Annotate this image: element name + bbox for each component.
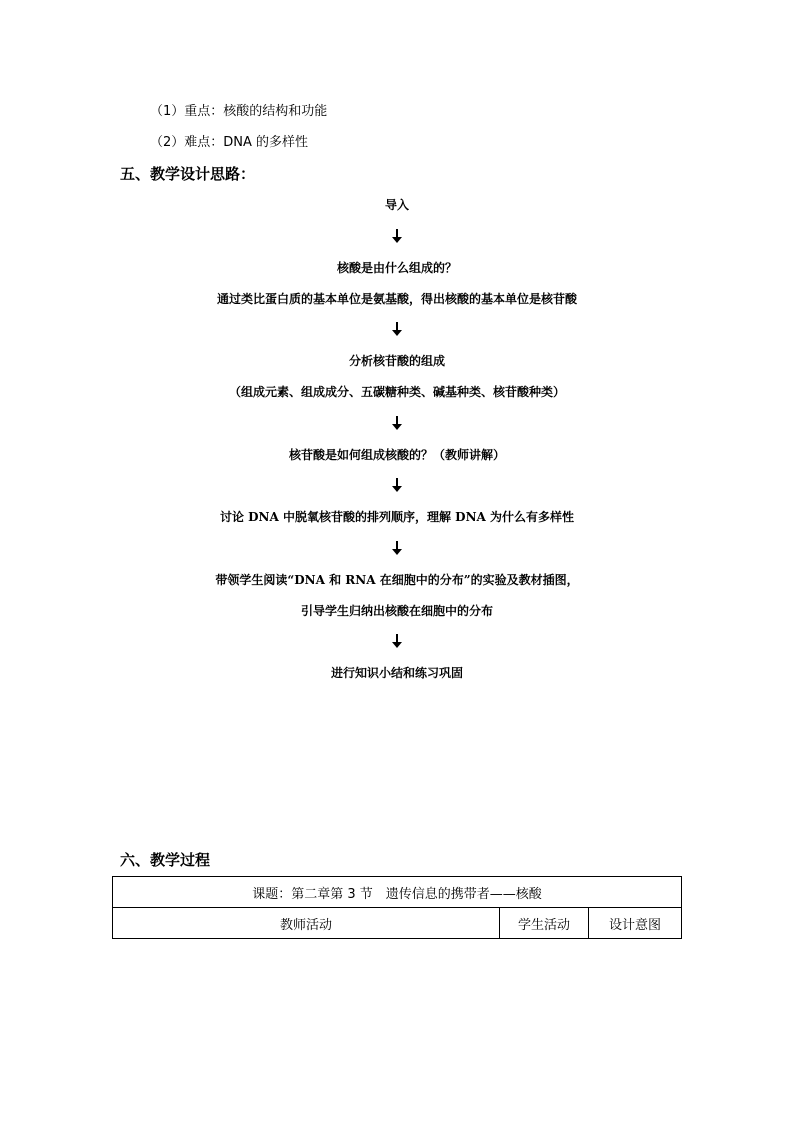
header-teacher-activity: 教师活动 [113, 908, 500, 939]
flow-step-compose: 核苷酸是如何组成核酸的？（教师讲解） [288, 448, 505, 462]
table-header-row [113, 908, 682, 939]
header-student-activity: 学生活动 [500, 908, 589, 939]
flow-step-summary: 进行知识小结和练习巩固 [330, 666, 463, 680]
course-table [112, 876, 682, 939]
table-title: 课题：第二章第 3 节 遗传信息的携带者——核酸 [113, 877, 682, 908]
flow-step-discuss: 讨论 DNA 中脱氧核苷酸的排列顺序，理解 DNA 为什么有多样性 [219, 510, 575, 524]
down-arrow-icon [391, 322, 403, 336]
table-title-row [113, 877, 682, 908]
down-arrow-icon [391, 634, 403, 648]
down-arrow-icon [391, 416, 403, 430]
header-design-intent: 设计意图 [589, 908, 682, 939]
flow-step-reading: 带领学生阅读“DNA 和 RNA 在细胞中的分布”的实验及教材插图， [215, 573, 579, 587]
section-5-heading: 五、教学设计思路： [120, 165, 256, 183]
key-point-1: （1）重点：核酸的结构和功能 [150, 104, 328, 119]
down-arrow-icon [391, 478, 403, 492]
flow-step-analyze: 分析核苷酸的组成 [348, 354, 445, 368]
section-6-heading: 六、教学过程 [120, 851, 211, 869]
flow-step-analogy: 通过类比蛋白质的基本单位是氨基酸，得出核酸的基本单位是核苷酸 [216, 292, 577, 306]
flow-step-question: 核酸是由什么组成的？ [336, 261, 457, 275]
down-arrow-icon [391, 229, 403, 243]
flow-step-analyze-detail: （组成元素、组成成分、五碳糖种类、碱基种类、核苷酸种类） [228, 385, 565, 399]
flow-step-intro: 导入 [384, 198, 409, 212]
key-point-2: （2）难点：DNA 的多样性 [150, 135, 309, 150]
flow-step-reading-cont: 引导学生归纳出核酸在细胞中的分布 [300, 604, 493, 618]
down-arrow-icon [391, 541, 403, 555]
